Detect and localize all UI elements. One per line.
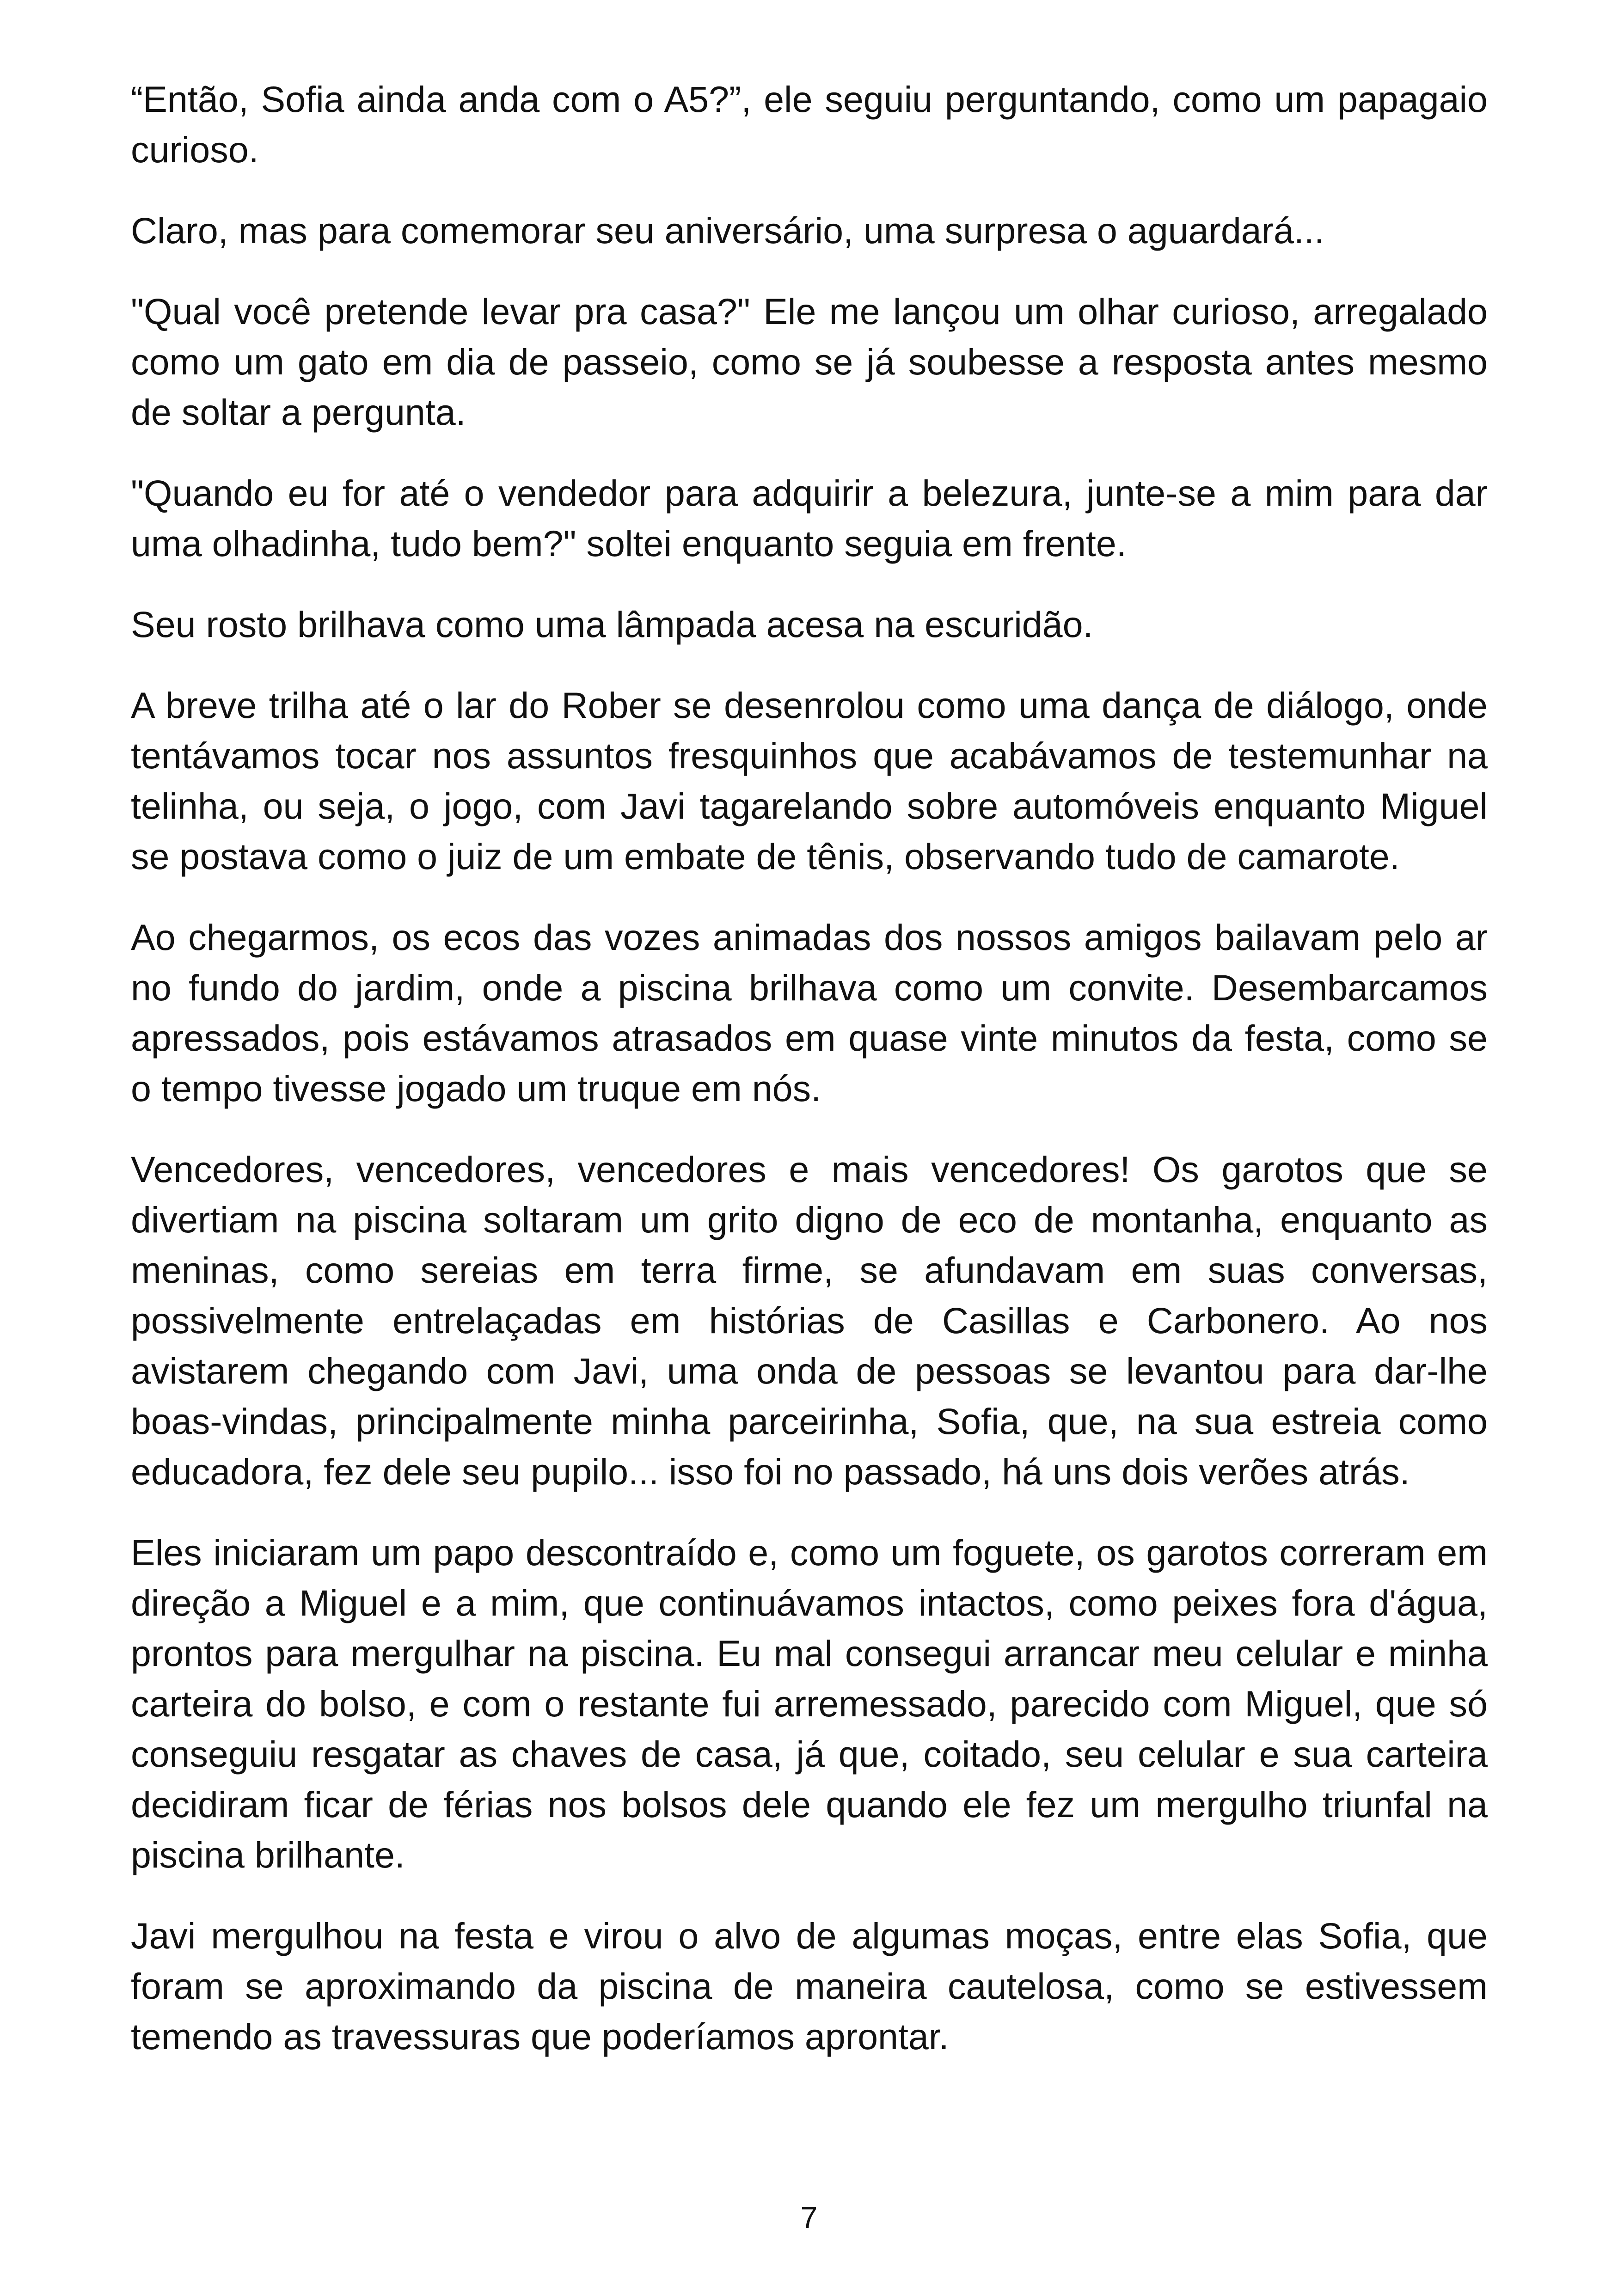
paragraph-1: “Então, Sofia ainda anda com o A5?”, ele seguiu perguntando, como um papagaio curioso. <box>131 79 1488 170</box>
paragraph-9: Eles iniciaram um papo descontraído e, como um foguete, os garotos correram em direção a Miguel e a mim, que continuávamos intactos, como peixes fora d'água, prontos para mergulhar na piscina. Eu mal consegui arrancar meu celular e minha carteira do bolso, e com o restante fui arremessado, parecido com Miguel, que só conseguiu resgatar as chaves de casa, já que, coitado, seu celular e sua carteira decidiram ficar de férias nos bolsos dele quando ele fez um mergulho triunfal na piscina brilhante. <box>131 1532 1488 1875</box>
paragraph-6: A breve trilha até o lar do Rober se desenrolou como uma dança de diálogo, onde tentávamos tocar nos assuntos fresquinhos que acabávamos de testemunhar na telinha, ou seja, o jogo, com Javi tagarelando sobre automóveis enquanto Miguel se postava como o juiz de um embate de tênis, observando tudo de camarote. <box>131 685 1488 877</box>
paragraph-7: Ao chegarmos, os ecos das vozes animadas dos nossos amigos bailavam pelo ar no fundo do jardim, onde a piscina brilhava como um convite. Desembarcamos apressados, pois estávamos atrasados em quase vinte minutos da festa, como se o tempo tivesse jogado um truque em nós. <box>131 917 1488 1109</box>
paragraph-8: Vencedores, vencedores, vencedores e mais vencedores! Os garotos que se divertiam na piscina soltaram um grito digno de eco de montanha, enquanto as meninas, como sereias em terra firme, se afundavam em suas conversas, possivelmente entrelaçadas em histórias de Casillas e Carbonero. Ao nos avistarem chegando com Javi, uma onda de pessoas se levantou para dar-lhe boas-vindas, principalmente minha parceirinha, Sofia, que, na sua estreia como educadora, fez dele seu pupilo... isso foi no passado, há uns dois verões atrás. <box>131 1149 1488 1492</box>
paragraph-10: Javi mergulhou na festa e virou o alvo de algumas moças, entre elas Sofia, que foram se aproximando da piscina de maneira cautelosa, como se estivessem temendo as travessuras que poderíamos aprontar. <box>131 1915 1488 2057</box>
page-number: 7 <box>800 2200 818 2235</box>
body-text <box>131 74 1488 2092</box>
paragraph-5: Seu rosto brilhava como uma lâmpada acesa na escuridão. <box>131 604 1093 645</box>
paragraph-3: "Qual você pretende levar pra casa?" Ele me lançou um olhar curioso, arregalado como um gato em dia de passeio, como se já soubesse a resposta antes mesmo de soltar a pergunta. <box>131 291 1488 433</box>
paragraph-4: "Quando eu for até o vendedor para adquirir a belezura, junte-se a mim para dar uma olhadinha, tudo bem?" soltei enquanto seguia em frente. <box>131 472 1488 564</box>
paragraph-2: Claro, mas para comemorar seu aniversário, uma surpresa o aguardará... <box>131 210 1324 251</box>
